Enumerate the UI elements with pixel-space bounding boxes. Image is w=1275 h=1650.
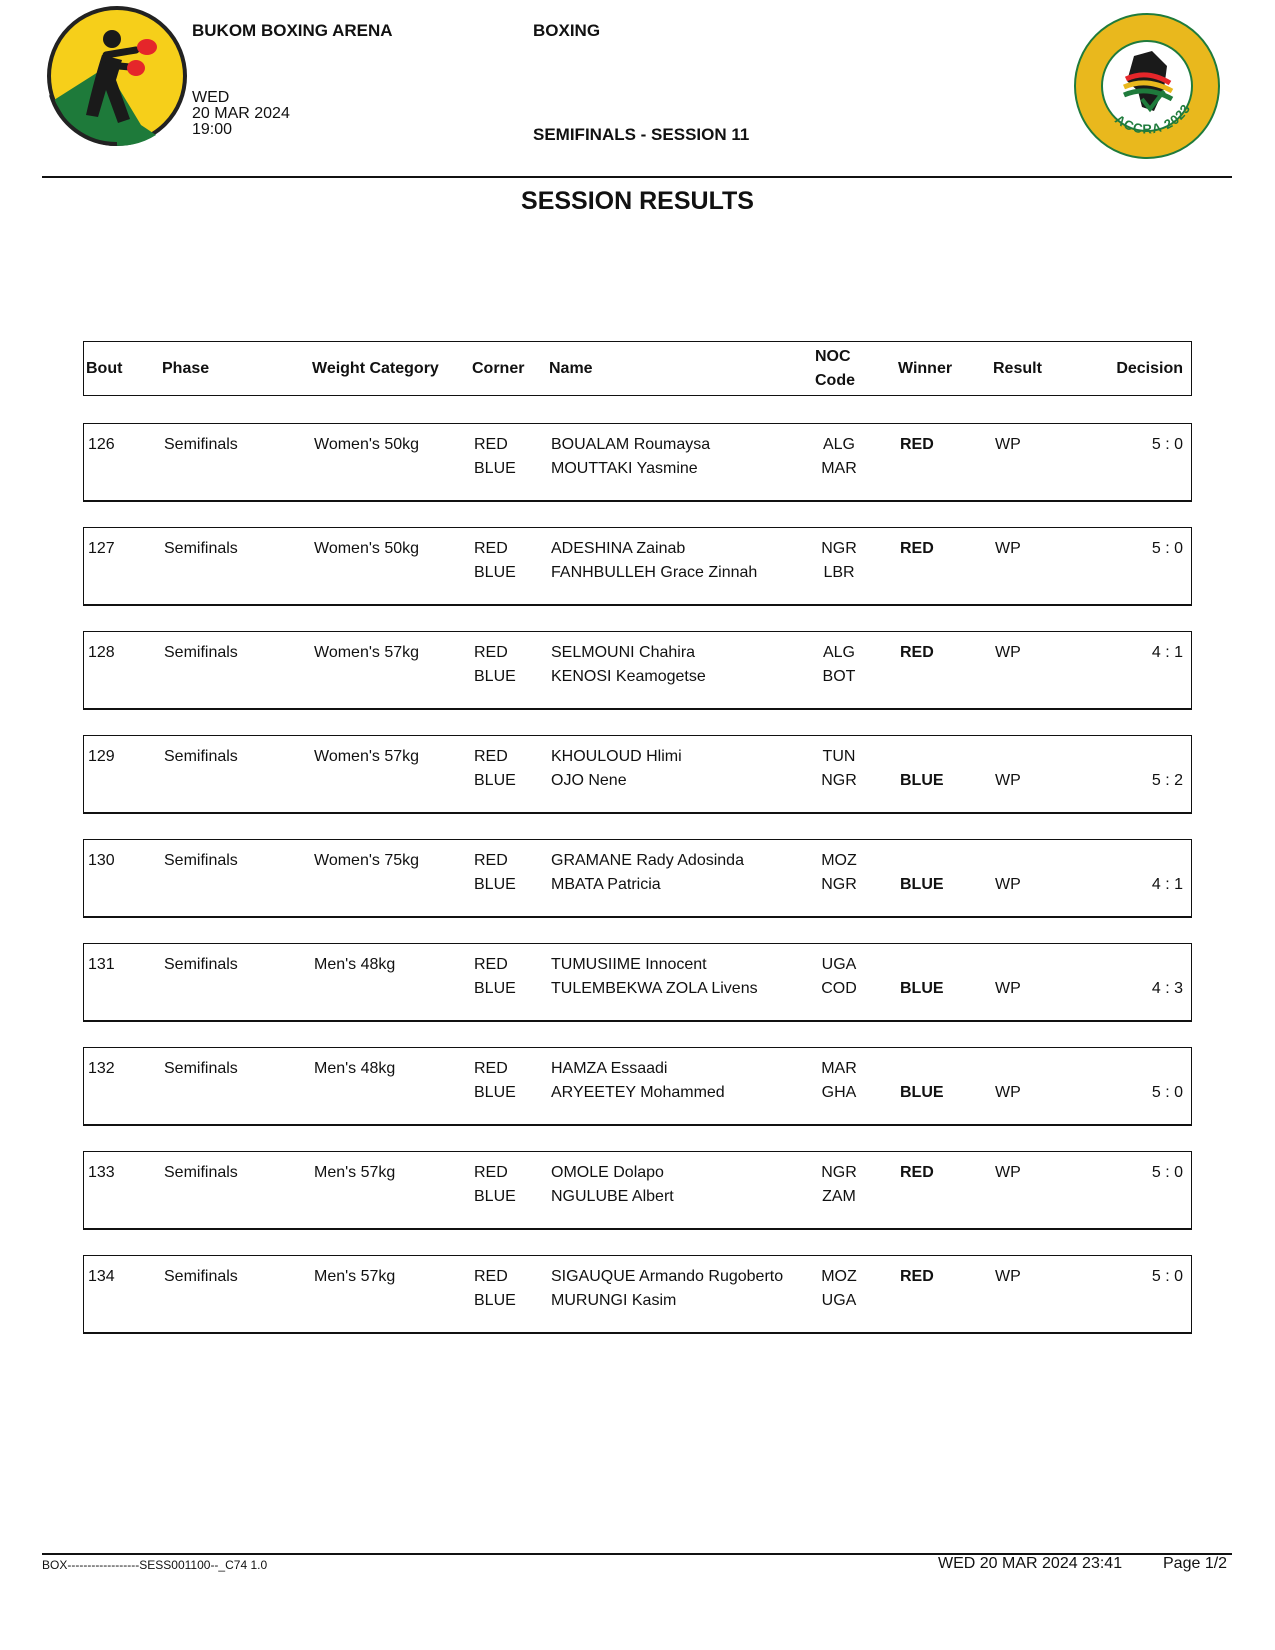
bout-weight-category: Women's 75kg: [314, 852, 420, 869]
col-noc-line2: Code: [815, 372, 855, 389]
blue-boxer-name: OJO Nene: [551, 772, 627, 789]
bout-decision: 4 : 1: [1151, 876, 1183, 893]
blue-corner-label: BLUE: [474, 980, 516, 997]
bout-decision: 5 : 0: [1151, 540, 1183, 557]
col-weight: Weight Category: [312, 360, 439, 377]
bout-phase: Semifinals: [164, 1164, 238, 1181]
document-code: BOX------------------SESS001100--_C74 1.0: [42, 1558, 268, 1572]
blue-corner-label: BLUE: [474, 1084, 516, 1101]
bout-phase: Semifinals: [164, 748, 238, 765]
col-phase: Phase: [162, 360, 210, 377]
table-row: [83, 1151, 1192, 1230]
red-corner-label: RED: [474, 1060, 508, 1077]
red-corner-label: RED: [474, 852, 508, 869]
bout-weight-category: Men's 48kg: [314, 956, 396, 973]
col-decision: Decision: [1116, 360, 1183, 377]
col-corner: Corner: [472, 360, 525, 377]
blue-noc-code: BOT: [822, 668, 856, 685]
red-noc-code: UGA: [821, 956, 857, 973]
blue-noc-code: GHA: [821, 1084, 857, 1101]
bout-result: WP: [995, 540, 1021, 557]
bout-decision: 5 : 0: [1151, 1164, 1183, 1181]
venue-name: BUKOM BOXING ARENA: [192, 21, 393, 40]
blue-noc-code: COD: [821, 980, 857, 997]
header-divider: [42, 176, 1232, 178]
blue-boxer-name: MOUTTAKI Yasmine: [551, 460, 698, 477]
red-corner-label: RED: [474, 644, 508, 661]
bout-decision: 4 : 3: [1151, 980, 1183, 997]
blue-boxer-name: KENOSI Keamogetse: [551, 668, 706, 685]
blue-corner-label: BLUE: [474, 1188, 516, 1205]
session-date: 20 MAR 2024: [192, 105, 290, 122]
bout-number: 129: [88, 748, 115, 765]
table-row: [83, 631, 1192, 710]
blue-corner-label: BLUE: [474, 460, 516, 477]
red-boxer-name: HAMZA Essaadi: [551, 1060, 668, 1077]
blue-boxer-name: MURUNGI Kasim: [551, 1292, 677, 1309]
red-boxer-name: KHOULOUD Hlimi: [551, 748, 682, 765]
bout-decision: 4 : 1: [1151, 644, 1183, 661]
red-corner-label: RED: [474, 436, 508, 453]
bout-weight-category: Women's 50kg: [314, 436, 420, 453]
table-row: [83, 1255, 1192, 1334]
bout-phase: Semifinals: [164, 956, 238, 973]
bout-phase: Semifinals: [164, 644, 238, 661]
session-time: 19:00: [192, 121, 233, 138]
red-boxer-name: OMOLE Dolapo: [551, 1164, 664, 1181]
bout-phase: Semifinals: [164, 1060, 238, 1077]
bout-number: 128: [88, 644, 115, 661]
bout-number: 126: [88, 436, 115, 453]
table-row: [83, 1047, 1192, 1126]
table-header: [83, 341, 1192, 396]
emblem-text-top: [1072, 11, 1222, 14]
blue-boxer-name: NGULUBE Albert: [551, 1188, 674, 1205]
col-result: Result: [993, 360, 1042, 377]
bout-winner: BLUE: [900, 876, 944, 893]
bout-result: WP: [995, 436, 1021, 453]
bout-result: WP: [995, 644, 1021, 661]
blue-corner-label: BLUE: [474, 1292, 516, 1309]
bout-winner: BLUE: [900, 1084, 944, 1101]
blue-boxer-name: ARYEETEY Mohammed: [551, 1084, 725, 1101]
table-row: [83, 943, 1192, 1022]
red-noc-code: MOZ: [821, 852, 857, 869]
blue-boxer-name: TULEMBEKWA ZOLA Livens: [551, 980, 758, 997]
bout-phase: Semifinals: [164, 540, 238, 557]
bout-decision: 5 : 0: [1151, 1084, 1183, 1101]
red-corner-label: RED: [474, 956, 508, 973]
bout-number: 130: [88, 852, 115, 869]
blue-corner-label: BLUE: [474, 668, 516, 685]
red-noc-code: TUN: [822, 748, 856, 765]
bout-number: 134: [88, 1268, 115, 1285]
blue-noc-code: UGA: [821, 1292, 857, 1309]
col-winner: Winner: [898, 360, 953, 377]
bout-winner: RED: [900, 644, 934, 661]
blue-corner-label: BLUE: [474, 876, 516, 893]
bout-phase: Semifinals: [164, 852, 238, 869]
bout-result: WP: [995, 1268, 1021, 1285]
red-noc-code: NGR: [821, 1164, 857, 1181]
bout-winner: BLUE: [900, 772, 944, 789]
bout-winner: RED: [900, 540, 934, 557]
bout-winner: RED: [900, 1164, 934, 1181]
red-boxer-name: ADESHINA Zainab: [551, 540, 686, 557]
table-row: [83, 527, 1192, 606]
bout-weight-category: Women's 57kg: [314, 644, 420, 661]
blue-noc-code: ZAM: [822, 1188, 856, 1205]
bout-winner: BLUE: [900, 980, 944, 997]
bout-weight-category: Women's 50kg: [314, 540, 420, 557]
bout-result: WP: [995, 1164, 1021, 1181]
blue-noc-code: NGR: [821, 876, 857, 893]
red-noc-code: NGR: [821, 540, 857, 557]
bout-weight-category: Men's 57kg: [314, 1164, 396, 1181]
red-corner-label: RED: [474, 1164, 508, 1181]
bout-decision: 5 : 0: [1151, 436, 1183, 453]
bout-result: WP: [995, 772, 1021, 789]
page-number: Page 1/2: [1163, 1555, 1228, 1572]
blue-noc-code: NGR: [821, 772, 857, 789]
red-noc-code: ALG: [822, 644, 855, 661]
bout-number: 131: [88, 956, 115, 973]
red-boxer-name: BOUALAM Roumaysa: [551, 436, 711, 453]
bout-winner: RED: [900, 436, 934, 453]
bout-weight-category: Men's 48kg: [314, 1060, 396, 1077]
col-noc-line1: NOC: [815, 348, 851, 365]
red-boxer-name: TUMUSIIME Innocent: [551, 956, 707, 973]
table-row: [83, 423, 1192, 502]
blue-boxer-name: FANHBULLEH Grace Zinnah: [551, 564, 758, 581]
page-title: SESSION RESULTS: [521, 187, 754, 215]
blue-boxer-name: MBATA Patricia: [551, 876, 661, 893]
print-timestamp: WED 20 MAR 2024 23:41: [938, 1555, 1123, 1572]
red-corner-label: RED: [474, 1268, 508, 1285]
bout-decision: 5 : 0: [1151, 1268, 1183, 1285]
red-noc-code: ALG: [822, 436, 855, 453]
blue-noc-code: LBR: [823, 564, 855, 581]
bout-result: WP: [995, 876, 1021, 893]
sport-name: BOXING: [533, 21, 601, 40]
bout-number: 127: [88, 540, 115, 557]
emblem-text-bottom: ACCRA 2023: [1112, 100, 1194, 137]
red-boxer-name: SIGAUQUE Armando Rugoberto: [551, 1268, 784, 1285]
red-boxer-name: SELMOUNI Chahira: [551, 644, 696, 661]
red-boxer-name: GRAMANE Rady Adosinda: [551, 852, 744, 869]
bout-number: 132: [88, 1060, 115, 1077]
session-name: SEMIFINALS - SESSION 11: [533, 125, 750, 144]
session-day: WED: [192, 89, 230, 106]
bout-result: WP: [995, 980, 1021, 997]
bout-number: 133: [88, 1164, 115, 1181]
bout-phase: Semifinals: [164, 1268, 238, 1285]
red-corner-label: RED: [474, 748, 508, 765]
bout-weight-category: Men's 57kg: [314, 1268, 396, 1285]
table-row: [83, 735, 1192, 814]
bout-phase: Semifinals: [164, 436, 238, 453]
red-corner-label: RED: [474, 540, 508, 557]
col-name: Name: [549, 360, 593, 377]
bout-result: WP: [995, 1084, 1021, 1101]
col-bout: Bout: [86, 360, 123, 377]
bout-winner: RED: [900, 1268, 934, 1285]
bout-weight-category: Women's 57kg: [314, 748, 420, 765]
blue-corner-label: BLUE: [474, 564, 516, 581]
table-row: [83, 839, 1192, 918]
african-games-emblem-icon: [1072, 11, 1222, 161]
boxing-pictogram-icon: [46, 5, 188, 147]
red-noc-code: MOZ: [821, 1268, 857, 1285]
bout-decision: 5 : 2: [1151, 772, 1183, 789]
red-noc-code: MAR: [821, 1060, 857, 1077]
blue-noc-code: MAR: [821, 460, 857, 477]
blue-corner-label: BLUE: [474, 772, 516, 789]
